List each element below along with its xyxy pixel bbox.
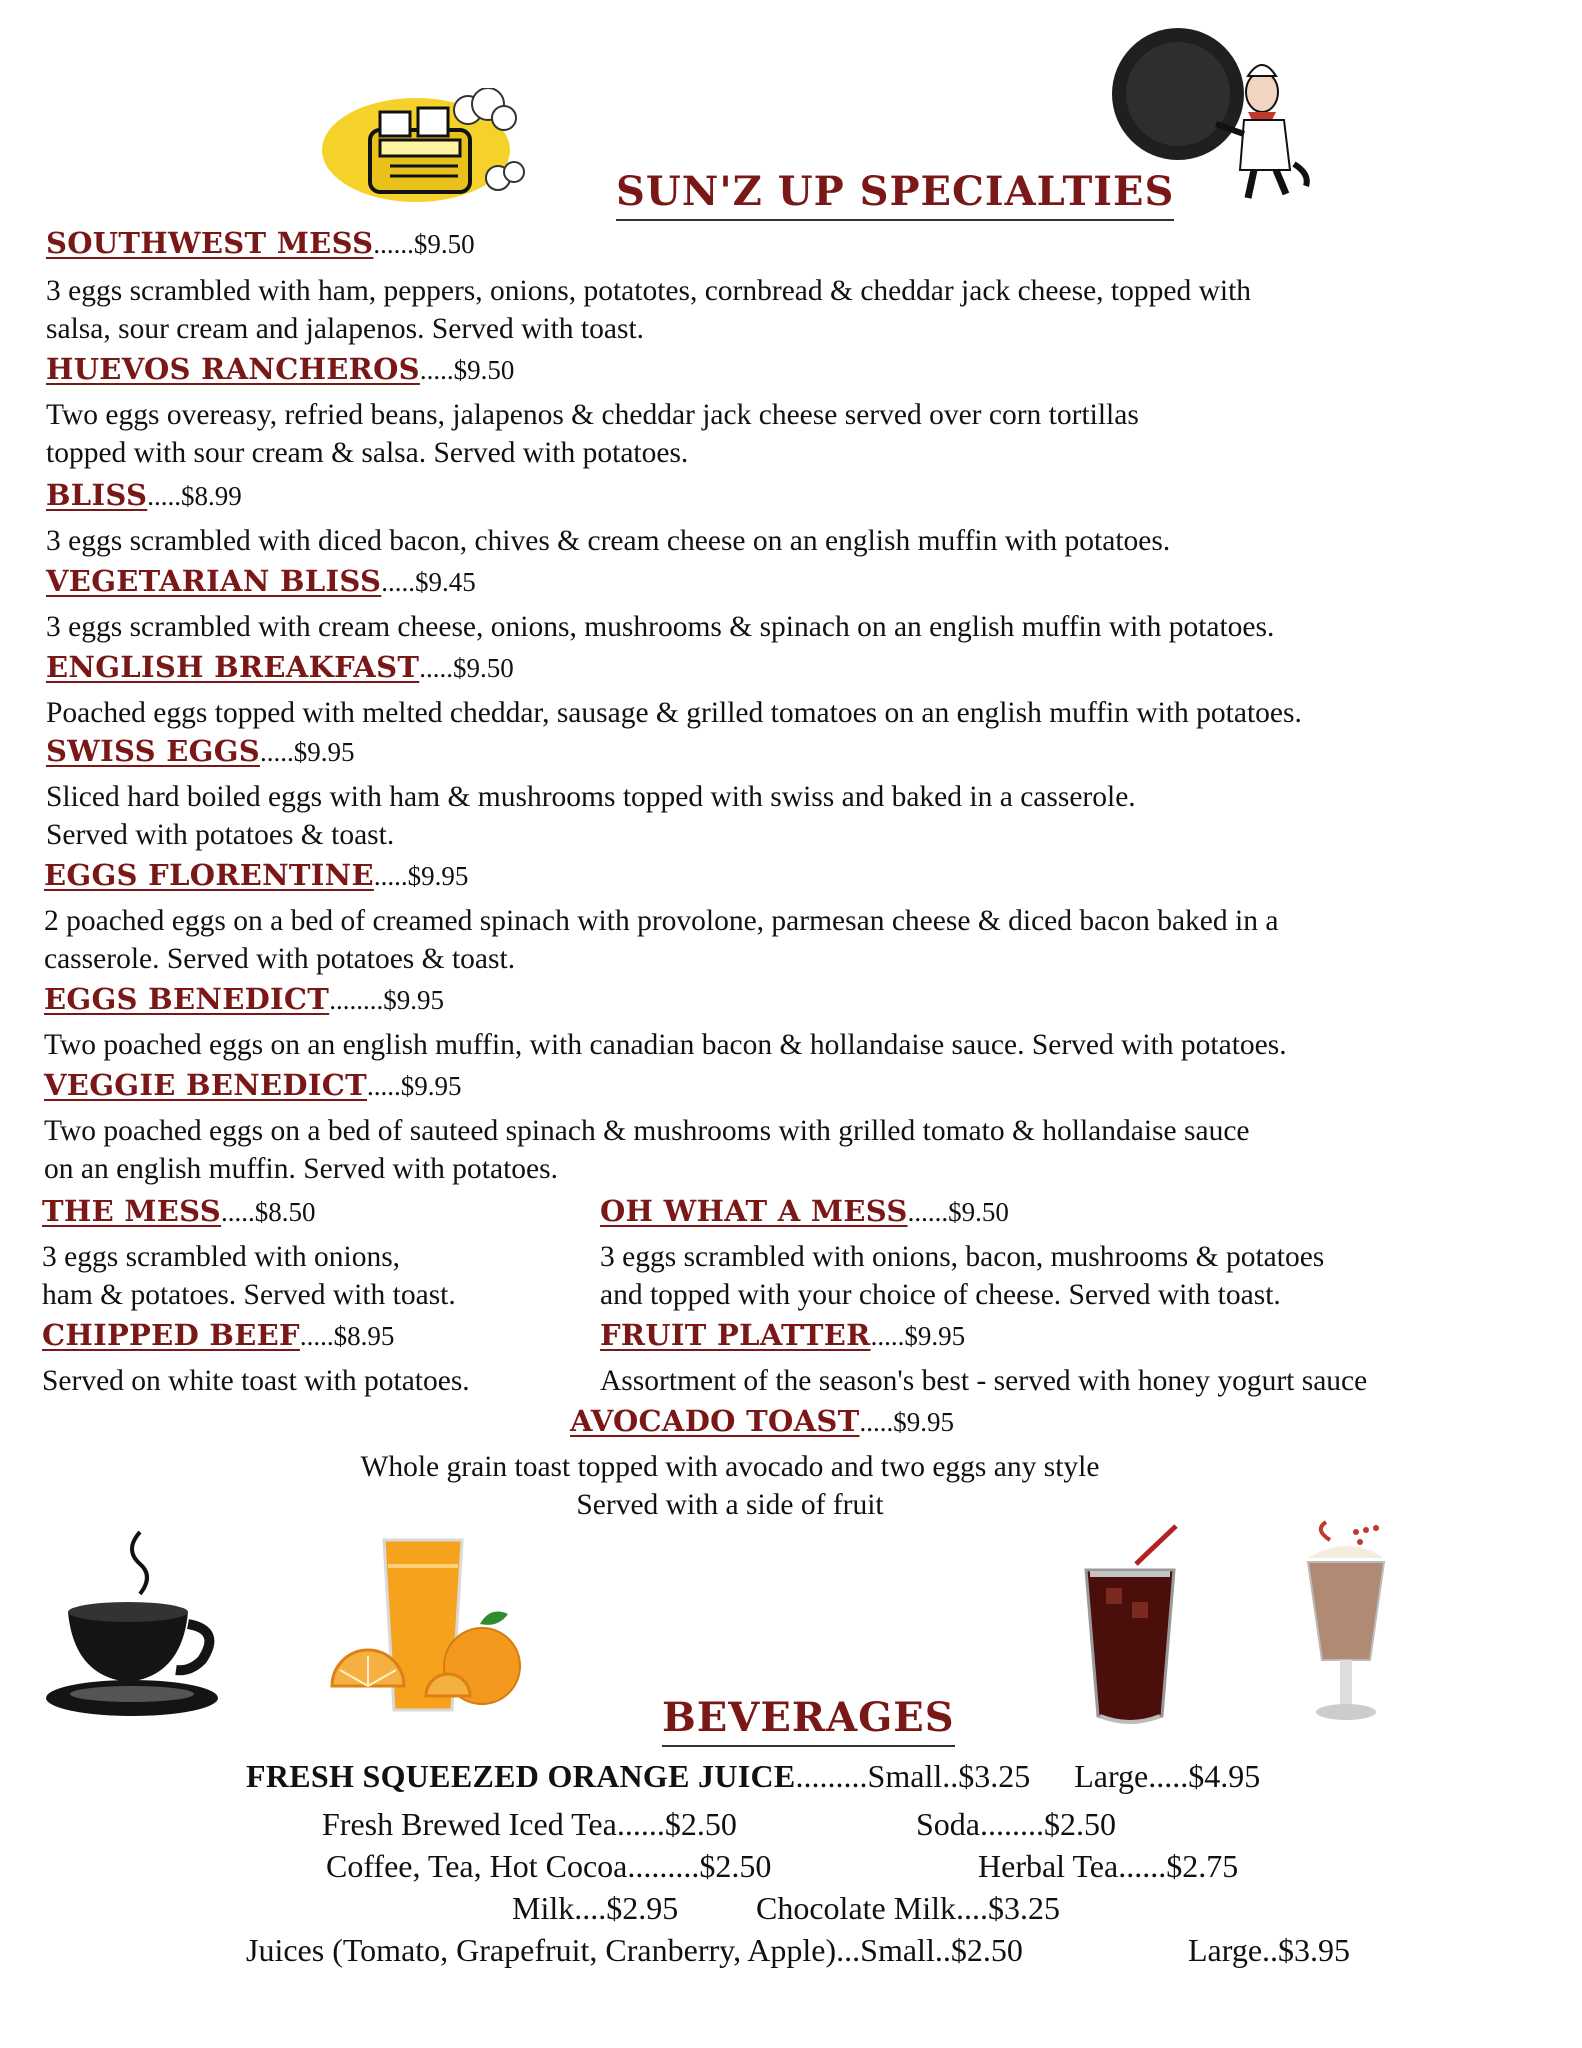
- menu-item-price: .....$9.45: [381, 567, 476, 597]
- menu-item-name: FRUIT PLATTER: [600, 1318, 871, 1352]
- menu-item-price: ......$9.50: [907, 1197, 1009, 1227]
- beverage-chocolate-milk: Chocolate Milk....$3.25: [756, 1890, 1060, 1926]
- menu-item-header: [600, 1194, 1009, 1228]
- beverage-coffee: Coffee, Tea, Hot Cocoa.........$2.50: [326, 1848, 772, 1884]
- cola-glass-icon: [1078, 1524, 1192, 1730]
- toaster-icon: [318, 88, 530, 206]
- menu-item-name: AVOCADO TOAST: [570, 1404, 860, 1438]
- menu-item-description: 3 eggs scrambled with onions,: [42, 1241, 401, 1273]
- beverage-name: FRESH SQUEEZED ORANGE JUICE: [246, 1758, 796, 1794]
- menu-item-price: .....$9.95: [870, 1321, 966, 1351]
- menu-item-description: salsa, sour cream and jalapenos. Served with toast.: [46, 313, 645, 345]
- menu-item-name: VEGGIE BENEDICT: [44, 1068, 368, 1102]
- menu-item-price: .....$8.50: [221, 1197, 316, 1227]
- beverage-price-large: Large.....$4.95: [1074, 1758, 1261, 1794]
- menu-item-description: ham & potatoes. Served with toast.: [42, 1279, 456, 1311]
- beverage-juices-large: Large..$3.95: [1188, 1932, 1351, 1968]
- menu-item-description: Poached eggs topped with melted cheddar, sausage & grilled tomatoes on an english muffin with potatoes.: [46, 697, 1302, 729]
- menu-item-description: Two poached eggs on a bed of sauteed spinach & mushrooms with grilled tomato & hollandaise sauce: [44, 1115, 1250, 1147]
- menu-item-header: [44, 1068, 462, 1102]
- beverage-iced-tea: Fresh Brewed Iced Tea......$2.50: [322, 1806, 737, 1842]
- menu-item-description: Assortment of the season's best - served with honey yogurt sauce: [600, 1365, 1368, 1397]
- menu-item-name: ENGLISH BREAKFAST: [46, 650, 420, 684]
- menu-item-description: Two poached eggs on an english muffin, with canadian bacon & hollandaise sauce. Served with potatoes.: [44, 1029, 1287, 1061]
- menu-item-header: [600, 1318, 965, 1352]
- beverage-soda: Soda........$2.50: [916, 1806, 1116, 1842]
- menu-item-header: [42, 1194, 316, 1228]
- beverage-price-small: .........Small..$3.25: [795, 1758, 1031, 1794]
- milkshake-icon: [1296, 1520, 1396, 1730]
- menu-item-header: [46, 564, 476, 598]
- menu-item-header: [46, 226, 475, 260]
- menu-item-price: .....$9.95: [859, 1407, 954, 1437]
- menu-item-description: Whole grain toast topped with avocado and two eggs any style: [360, 1451, 1100, 1483]
- menu-item-price: .....$9.95: [367, 1071, 462, 1101]
- menu-item-description: and topped with your choice of cheese. Served with toast.: [600, 1279, 1281, 1311]
- menu-item-description: 3 eggs scrambled with ham, peppers, onions, potatotes, cornbread & cheddar jack cheese, topped with: [46, 275, 1252, 307]
- menu-item-price: ........$9.95: [329, 985, 444, 1015]
- menu-item-description: 3 eggs scrambled with onions, bacon, mushrooms & potatoes: [600, 1241, 1325, 1273]
- menu-item-name: BLISS: [46, 478, 148, 512]
- menu-item-description: casserole. Served with potatoes & toast.: [44, 943, 516, 975]
- menu-item-description: Sliced hard boiled eggs with ham & mushrooms topped with swiss and baked in a casserole.: [46, 781, 1136, 813]
- menu-item-description: Served on white toast with potatoes.: [42, 1365, 470, 1397]
- menu-item-description: 3 eggs scrambled with cream cheese, onions, mushrooms & spinach on an english muffin with potatoes.: [46, 611, 1275, 643]
- menu-item-name: OH WHAT A MESS: [600, 1194, 908, 1228]
- menu-item-description: Served with a side of fruit: [576, 1489, 884, 1521]
- orange-juice-icon: [330, 1536, 536, 1720]
- menu-item-name: CHIPPED BEEF: [42, 1318, 300, 1352]
- beverage-milk: Milk....$2.95: [512, 1890, 679, 1926]
- menu-item-description: 2 poached eggs on a bed of creamed spinach with provolone, parmesan cheese & diced bacon baked in a: [44, 905, 1279, 937]
- menu-item-header: [46, 650, 514, 684]
- menu-item-name: HUEVOS RANCHEROS: [46, 352, 420, 386]
- menu-item-description: Served with potatoes & toast.: [46, 819, 395, 851]
- coffee-cup-icon: [40, 1526, 230, 1724]
- menu-item-price: ......$9.50: [373, 229, 475, 259]
- beverage-herbal-tea: Herbal Tea......$2.75: [978, 1848, 1239, 1884]
- beverage-juices: Juices (Tomato, Grapefruit, Cranberry, Apple)...Small..$2.50: [246, 1932, 1023, 1968]
- menu-item-price: .....$9.95: [260, 737, 355, 767]
- menu-item-header: [46, 734, 355, 768]
- menu-item-header: [46, 478, 242, 512]
- menu-item-name: SWISS EGGS: [46, 734, 261, 768]
- menu-item-header: [44, 982, 444, 1016]
- menu-item-name: VEGETARIAN BLISS: [46, 564, 382, 598]
- beverages-title: BEVERAGES: [662, 1694, 955, 1741]
- menu-item-description: Two eggs overeasy, refried beans, jalapenos & cheddar jack cheese served over corn tortillas: [46, 399, 1139, 431]
- menu-item-name: EGGS FLORENTINE: [44, 858, 374, 892]
- menu-item-description: topped with sour cream & salsa. Served with potatoes.: [46, 437, 689, 469]
- beverage-line-oj: [246, 1758, 1260, 1795]
- menu-item-price: .....$8.99: [147, 481, 242, 511]
- menu-item-header: [42, 1318, 394, 1352]
- menu-item-name: THE MESS: [42, 1194, 222, 1228]
- menu-item-price: .....$9.50: [419, 653, 514, 683]
- menu-item-header: [46, 352, 514, 386]
- menu-item-price: .....$9.95: [373, 861, 469, 891]
- specialties-title: SUN'Z UP SPECIALTIES: [616, 168, 1175, 215]
- menu-item-name: EGGS BENEDICT: [44, 982, 330, 1016]
- menu-item-description: 3 eggs scrambled with diced bacon, chives & cream cheese on an english muffin with potatoes.: [46, 525, 1171, 557]
- menu-item-price: .....$9.50: [419, 355, 515, 385]
- menu-item-price: .....$8.95: [299, 1321, 395, 1351]
- menu-item-header: [44, 858, 468, 892]
- menu-item-name: SOUTHWEST MESS: [46, 226, 374, 260]
- menu-item-header: [570, 1404, 954, 1438]
- menu-item-description: on an english muffin. Served with potatoes.: [44, 1153, 558, 1185]
